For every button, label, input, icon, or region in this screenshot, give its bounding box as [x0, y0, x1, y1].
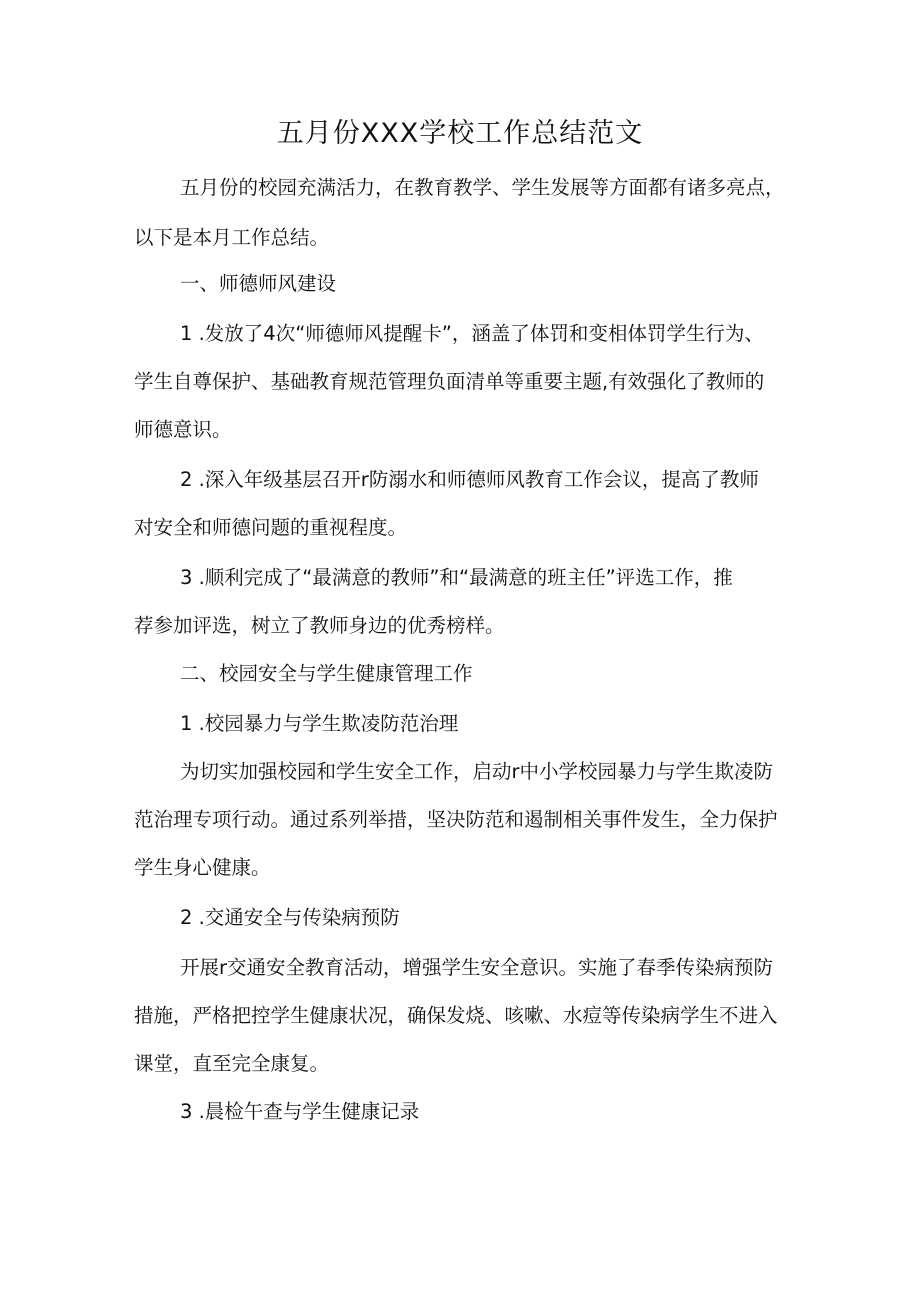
paragraph-line: 措施，严格把控学生健康状况，确保发烧、咳嗽、水痘等传染病学生不进入 — [134, 1004, 778, 1027]
document-title: 五月份XXX学校工作总结范文 — [276, 118, 644, 149]
paragraph-line: 荐参加评选，树立了教师身边的优秀榜样。 — [134, 614, 505, 637]
paragraph-line: 学生自尊保护、基础教育规范管理负面清单等重要主题,有效强化了教师的 — [134, 370, 765, 393]
paragraph-line: 五月份的校园充满活力，在教育教学、学生发展等方面都有诸多亮点， — [180, 176, 785, 199]
paragraph-line: 学生身心健康。 — [134, 856, 271, 879]
section-heading: 二、校园安全与学生健康管理工作 — [180, 662, 473, 685]
paragraph-line: 以下是本月工作总结。 — [134, 226, 330, 249]
section-heading: 一、师德师风建设 — [180, 272, 337, 295]
paragraph-line: 2 .深入年级基层召开r防溺水和师德师风教育工作会议，提高了教师 — [180, 468, 759, 491]
paragraph-line: 师德意识。 — [134, 418, 232, 441]
paragraph-line: 对安全和师德问题的重视程度。 — [134, 516, 408, 539]
subsection-heading: 2 .交通安全与传染病预防 — [180, 906, 400, 929]
paragraph-line: 为切实加强校园和学生安全工作，启动r中小学校园暴力与学生欺凌防 — [180, 760, 774, 783]
paragraph-line: 开展r交通安全教育活动，增强学生安全意识。实施了春季传染病预防 — [180, 956, 774, 979]
subsection-heading: 1 .校园暴力与学生欺凌防范治理 — [180, 712, 459, 735]
paragraph-line: 3 .顺利完成了“最满意的教师”和“最满意的班主任”评选工作，推 — [180, 566, 733, 589]
subsection-heading: 3 .晨检午查与学生健康记录 — [180, 1100, 420, 1123]
paragraph-line: 1 .发放了4次“师德师风提醒卡”，涵盖了体罚和变相体罚学生行为、 — [180, 322, 764, 345]
paragraph-line: 课堂，直至完全康复。 — [134, 1052, 330, 1075]
paragraph-line: 范治理专项行动。通过系列举措，坚决防范和遏制相关事件发生，全力保护 — [134, 808, 778, 831]
